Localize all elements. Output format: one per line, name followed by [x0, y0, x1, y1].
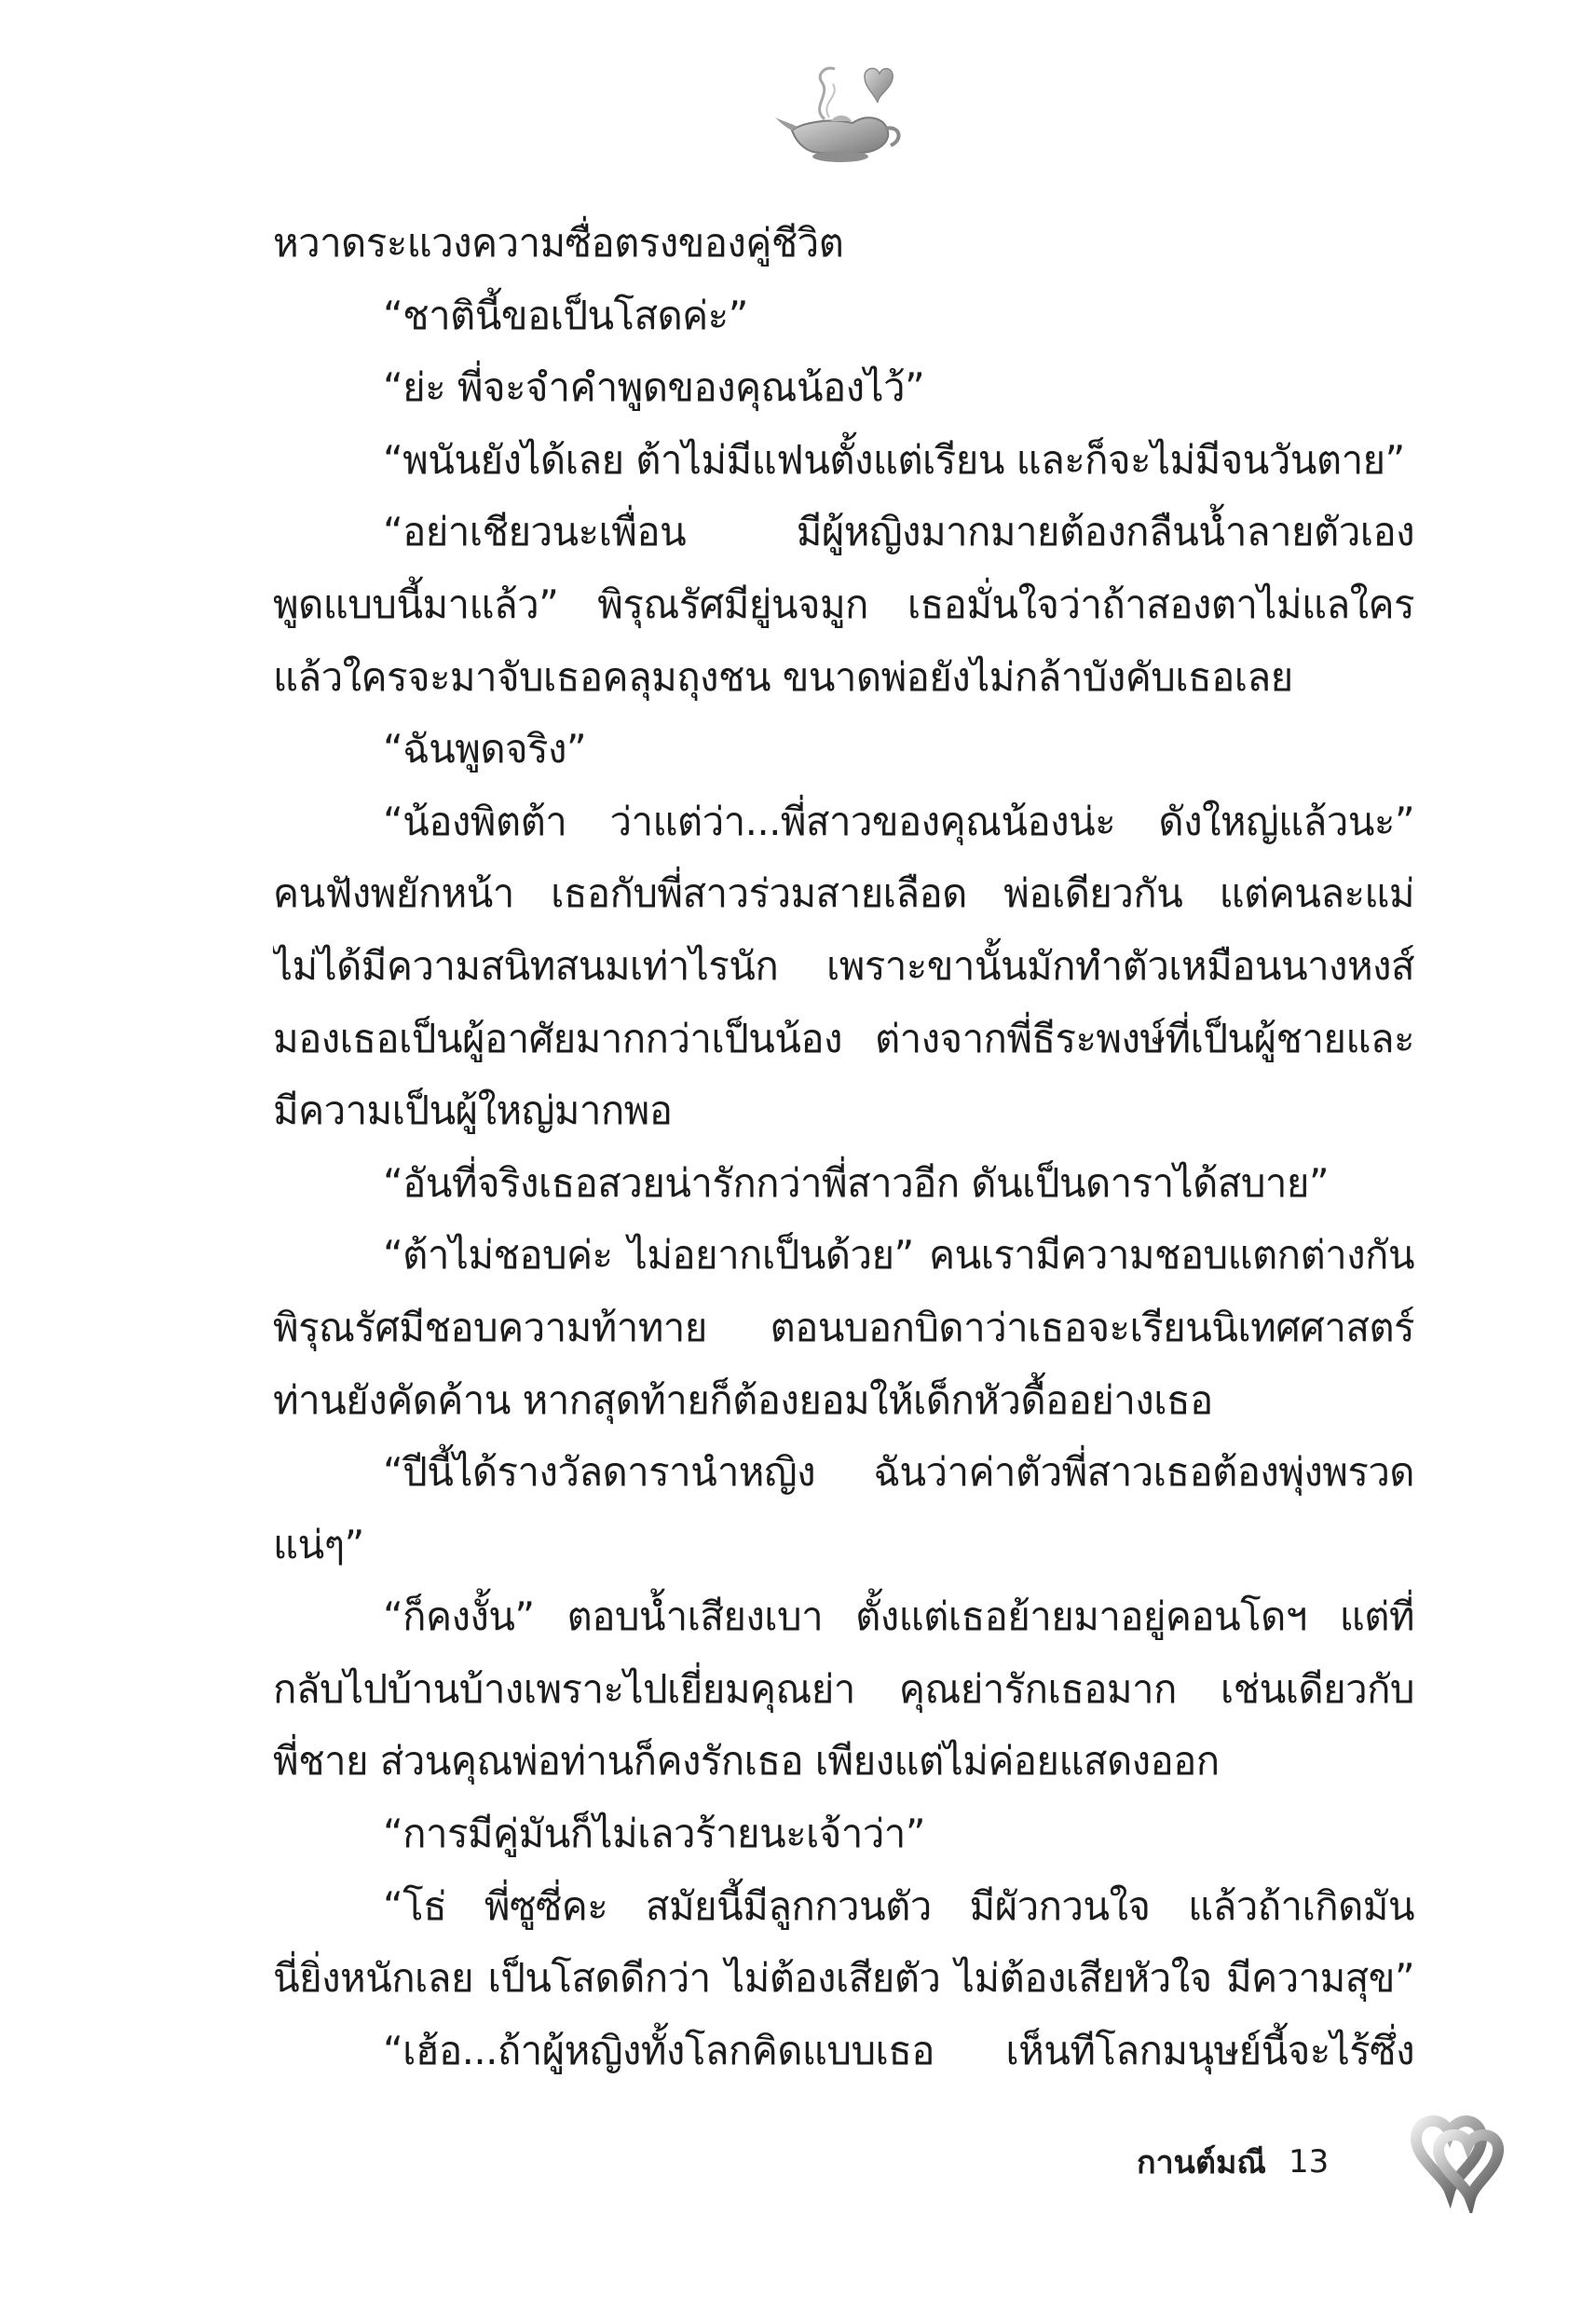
page-number: 13: [1288, 2143, 1330, 2181]
text-line: ไม่ได้มีความสนิทสนมเท่าไรนัก เพราะขานั้นมักทำตัวเหมือนนางหงส์: [273, 942, 1414, 989]
text-line: “ย่ะ พี่จะจำคำพูดของคุณน้องไว้”: [383, 364, 925, 411]
text-line: มองเธอเป็นผู้อาศัยมากกว่าเป็นน้อง ต่างจากพี่ธีระพงษ์ที่เป็นผู้ชายและ: [273, 1015, 1414, 1061]
text-line: พูดแบบนี้มาแล้ว” พิรุณรัศมียู่นจมูก เธอมั่นใจว่าถ้าสองตาไม่แลใคร: [273, 581, 1414, 627]
text-line: นี่ยิ่งหนักเลย เป็นโสดดีกว่า ไม่ต้องเสียตัว ไม่ต้องเสียหัวใจ มีความสุข”: [273, 1955, 1414, 2002]
interlocked-hearts-icon: [1398, 2101, 1509, 2213]
text-line: “ปีนี้ได้รางวัลดารานำหญิง ฉันว่าค่าตัวพี่สาวเธอต้องพุ่งพรวด: [383, 1449, 1414, 1496]
text-line: “การมีคู่มันก็ไม่เลวร้ายนะเจ้าว่า”: [383, 1811, 925, 1857]
text-line: “น้องพิตต้า ว่าแต่ว่า...พี่สาวของคุณน้องน่ะ ดังใหญ่แล้วนะ”: [383, 798, 1414, 844]
text-line: กลับไปบ้านบ้างเพราะไปเยี่ยมคุณย่า คุณย่ารักเธอมาก เช่นเดียวกับ: [273, 1665, 1414, 1712]
text-line: พี่ชาย ส่วนคุณพ่อท่านก็คงรักเธอ เพียงแต่ไม่ค่อยแสดงออก: [273, 1738, 1220, 1785]
text-line: มีความเป็นผู้ใหญ่มากพอ: [273, 1087, 673, 1134]
text-line: “ชาตินี้ขอเป็นโสดค่ะ”: [383, 292, 748, 338]
text-line: ท่านยังคัดค้าน หากสุดท้ายก็ต้องยอมให้เด็กหัวดื้ออย่างเธอ: [273, 1376, 1213, 1423]
page-footer: [1137, 2134, 1329, 2190]
text-line: “พนันยังได้เลย ต้าไม่มีแฟนตั้งแต่เรียน และก็จะไม่มีจนวันตาย”: [383, 436, 1405, 483]
text-line: คนฟังพยักหน้า เธอกับพี่สาวร่วมสายเลือด พ่อเดียวกัน แต่คนละแม่: [273, 870, 1414, 917]
genie-lamp-icon: [773, 56, 913, 168]
text-line: “ก็คงงั้น” ตอบน้ำเสียงเบา ตั้งแต่เธอย้ายมาอยู่คอนโดฯ แต่ที่: [383, 1593, 1414, 1640]
text-line: แล้วใครจะมาจับเธอคลุมถุงชน ขนาดพ่อยังไม่กล้าบังคับเธอเลย: [273, 653, 1293, 700]
text-line: พิรุณรัศมีชอบความท้าทาย ตอนบอกบิดาว่าเธอจะเรียนนิเทศศาสตร์: [273, 1304, 1414, 1350]
text-line: “โธ่ พี่ซูซี่คะ สมัยนี้มีลูกกวนตัว มีผัวกวนใจ แล้วถ้าเกิดมัน: [383, 1882, 1414, 1929]
text-line: “อย่าเชียวนะเพื่อน มีผู้หญิงมากมายต้องกลืนน้ำลายตัวเอง: [383, 509, 1414, 555]
text-line: “ฉันพูดจริง”: [383, 726, 587, 773]
text-line: “ต้าไม่ชอบค่ะ ไม่อยากเป็นด้วย” คนเรามีความชอบแตกต่างกัน: [383, 1232, 1414, 1279]
text-line: หวาดระแวงความซื่อตรงของคู่ชีวิต: [273, 220, 844, 266]
text-line: แน่ๆ”: [273, 1521, 364, 1567]
text-line: “อันที่จริงเธอสวยน่ารักกว่าพี่สาวอีก ดันเป็นดาราได้สบาย”: [383, 1159, 1330, 1206]
book-title: กานต์มณี: [1137, 2144, 1266, 2181]
body-text: [273, 207, 1414, 2086]
text-line: “เฮ้อ...ถ้าผู้หญิงทั้งโลกคิดแบบเธอ เห็นทีโลกมนุษย์นี้จะไร้ซึ่ง: [383, 2027, 1414, 2073]
